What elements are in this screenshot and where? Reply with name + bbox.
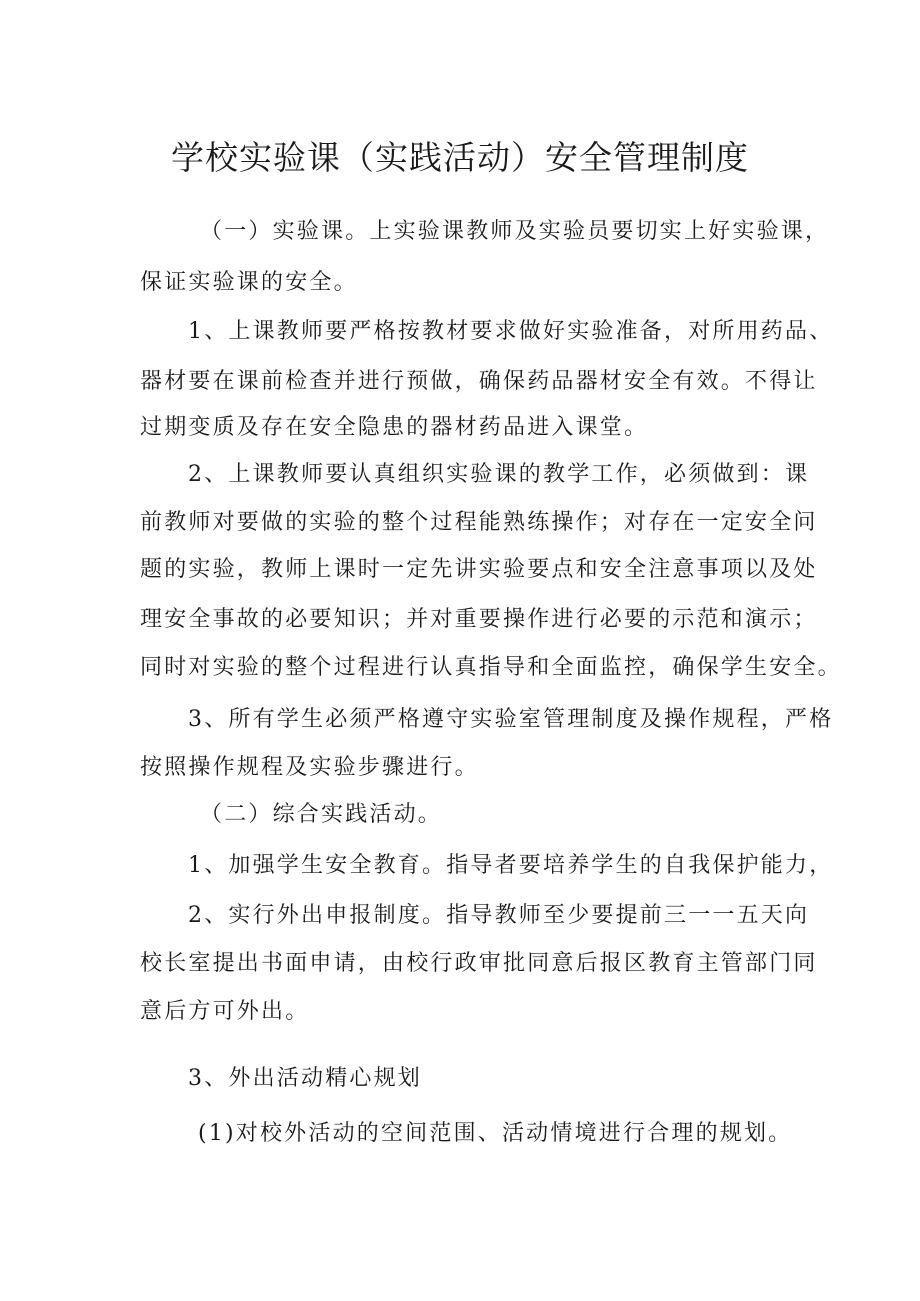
paragraph-line: 2、上课教师要认真组织实验课的教学工作，必须做到：课 [188,462,810,487]
paragraph-line: 过期变质及存在安全隐患的器材药品进入课堂。 [140,415,649,440]
paragraph-line: 3、外出活动精心规划 [188,1066,422,1091]
paragraph-line: 1、上课教师要严格按教材要求做好实验准备，对所用药品、 [188,319,834,344]
paragraph-line: 校长室提出书面申请，由校行政审批同意后报区教育主管部门同 [140,951,818,976]
paragraph-line: 前教师对要做的实验的整个过程能熟练操作；对存在一定安全问 [140,510,818,535]
paragraph-line: 1、加强学生安全教育。指导者要培养学生的自我保护能力， [188,853,834,878]
paragraph-line: （一）实验课。上实验课教师及实验员要切实上好实验课， [200,219,830,244]
document-title: 学校实验课（实践活动）安全管理制度 [171,138,749,177]
paragraph-line: (1)对校外活动的空间范围、活动情境进行合理的规划。 [198,1121,793,1146]
paragraph-line: 同时对实验的整个过程进行认真指导和全面监控，确保学生安全。 [140,655,842,680]
paragraph-line: 意后方可外出。 [140,999,310,1024]
paragraph-line: 3、所有学生必须严格遵守实验室管理制度及操作规程，严格 [188,707,834,732]
paragraph-line: 理安全事故的必要知识；并对重要操作进行必要的示范和演示； [140,607,818,632]
paragraph-line: 保证实验课的安全。 [140,270,358,295]
paragraph-line: 器材要在课前检查并进行预做，确保药品器材安全有效。不得让 [140,369,818,394]
paragraph-line: 题的实验，教师上课时一定先讲实验要点和安全注意事项以及处 [140,557,818,582]
section-heading: （二）综合实践活动。 [200,802,443,827]
paragraph-line: 按照操作规程及实验步骤进行。 [140,755,479,780]
paragraph-line: 2、实行外出申报制度。指导教师至少要提前三一一五天向 [188,903,810,928]
